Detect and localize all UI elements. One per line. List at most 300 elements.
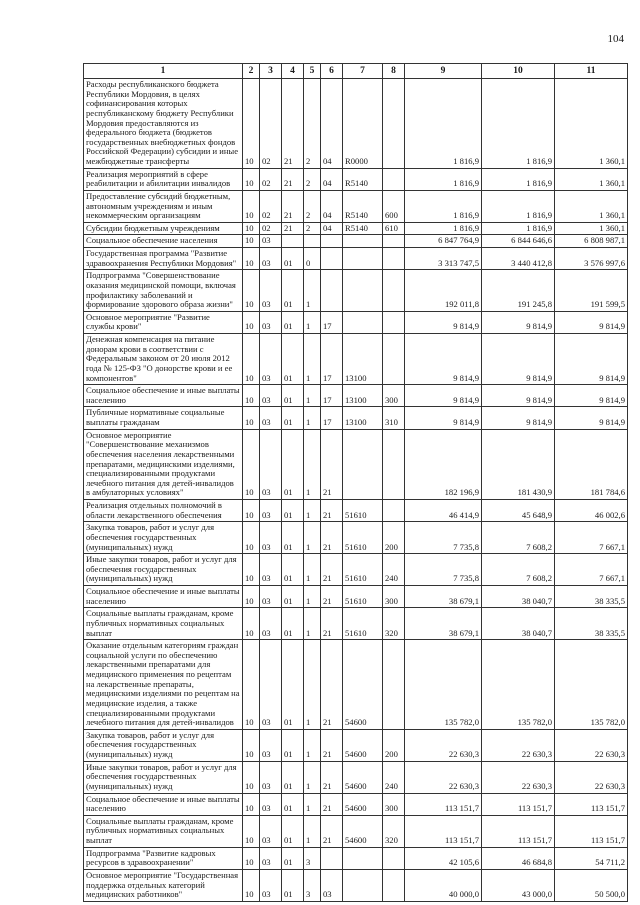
cell-subsection: 03 xyxy=(260,586,282,608)
cell-expense-type xyxy=(383,79,405,169)
cell-subprogram: 1 xyxy=(304,729,321,761)
cell-expense-type: 610 xyxy=(383,222,405,235)
cell-expense-type xyxy=(383,168,405,190)
cell-section: 10 xyxy=(243,608,260,640)
cell-section: 10 xyxy=(243,761,260,793)
cell-program: 01 xyxy=(282,270,304,312)
cell-program: 01 xyxy=(282,640,304,730)
cell-section: 10 xyxy=(243,554,260,586)
cell-amount-year3: 46 002,6 xyxy=(555,500,628,522)
table-row xyxy=(84,334,628,385)
cell-amount-year3: 3 576 997,6 xyxy=(555,248,628,270)
header-col-5: 5 xyxy=(304,64,321,79)
cell-amount-year2: 46 684,8 xyxy=(482,847,555,869)
cell-amount-year2: 9 814,9 xyxy=(482,385,555,407)
cell-amount-year2: 9 814,9 xyxy=(482,407,555,429)
cell-amount-year3: 9 814,9 xyxy=(555,407,628,429)
cell-expense-type xyxy=(383,235,405,248)
cell-amount-year1: 7 735,8 xyxy=(405,522,482,554)
header-col-10: 10 xyxy=(482,64,555,79)
page-number: 104 xyxy=(607,33,624,45)
cell-expense-type: 320 xyxy=(383,815,405,847)
cell-amount-year1: 40 000,0 xyxy=(405,869,482,901)
cell-subsection: 03 xyxy=(260,554,282,586)
row-name: Подпрограмма "Совершенствование оказания медицинской помощи, включая профилактику заболеваний и формирование здорового образа жизни" xyxy=(84,270,243,312)
cell-expense-type xyxy=(383,248,405,270)
cell-main-event: 21 xyxy=(321,815,343,847)
cell-subprogram xyxy=(304,235,321,248)
cell-subprogram: 1 xyxy=(304,586,321,608)
cell-subprogram: 1 xyxy=(304,815,321,847)
cell-amount-year3: 1 360,1 xyxy=(555,190,628,222)
cell-program xyxy=(282,235,304,248)
row-name: Реализация отдельных полномочий в области лекарственного обеспечения xyxy=(84,500,243,522)
cell-amount-year1: 113 151,7 xyxy=(405,815,482,847)
cell-expense-type: 200 xyxy=(383,522,405,554)
cell-main-event: 21 xyxy=(321,554,343,586)
cell-main-event: 21 xyxy=(321,729,343,761)
cell-program: 01 xyxy=(282,385,304,407)
cell-subsection: 02 xyxy=(260,190,282,222)
row-name: Публичные нормативные социальные выплаты гражданам xyxy=(84,407,243,429)
cell-subsection: 02 xyxy=(260,79,282,169)
table-row xyxy=(84,869,628,901)
cell-main-event: 04 xyxy=(321,190,343,222)
cell-direction: R5140 xyxy=(343,168,383,190)
header-col-6: 6 xyxy=(321,64,343,79)
cell-amount-year3: 135 782,0 xyxy=(555,640,628,730)
cell-main-event: 21 xyxy=(321,608,343,640)
cell-subsection: 03 xyxy=(260,429,282,499)
cell-amount-year3: 9 814,9 xyxy=(555,334,628,385)
cell-section: 10 xyxy=(243,869,260,901)
cell-direction xyxy=(343,248,383,270)
cell-amount-year3: 7 667,1 xyxy=(555,522,628,554)
cell-subprogram: 1 xyxy=(304,429,321,499)
cell-subsection: 03 xyxy=(260,235,282,248)
cell-amount-year2: 1 816,9 xyxy=(482,168,555,190)
cell-subsection: 03 xyxy=(260,334,282,385)
cell-main-event: 03 xyxy=(321,869,343,901)
cell-main-event: 04 xyxy=(321,168,343,190)
cell-section: 10 xyxy=(243,729,260,761)
cell-direction: 54600 xyxy=(343,640,383,730)
cell-expense-type xyxy=(383,270,405,312)
cell-subsection: 03 xyxy=(260,640,282,730)
cell-direction: 54600 xyxy=(343,815,383,847)
cell-amount-year2: 9 814,9 xyxy=(482,311,555,333)
cell-amount-year3: 9 814,9 xyxy=(555,385,628,407)
cell-main-event: 17 xyxy=(321,311,343,333)
cell-amount-year3: 113 151,7 xyxy=(555,793,628,815)
cell-program: 01 xyxy=(282,334,304,385)
header-col-9: 9 xyxy=(405,64,482,79)
cell-program: 01 xyxy=(282,429,304,499)
cell-section: 10 xyxy=(243,793,260,815)
cell-subprogram: 0 xyxy=(304,248,321,270)
cell-direction: 13100 xyxy=(343,334,383,385)
cell-section: 10 xyxy=(243,407,260,429)
cell-main-event: 21 xyxy=(321,586,343,608)
row-name: Закупка товаров, работ и услуг для обеспечения государственных (муниципальных) нужд xyxy=(84,729,243,761)
cell-amount-year3: 38 335,5 xyxy=(555,586,628,608)
cell-amount-year3: 9 814,9 xyxy=(555,311,628,333)
table-row xyxy=(84,222,628,235)
table-row xyxy=(84,311,628,333)
cell-subsection: 03 xyxy=(260,761,282,793)
cell-section: 10 xyxy=(243,248,260,270)
row-name: Основное мероприятие "Совершенствование механизмов обеспечения населения лекарственными препаратами, медицинскими изделиями, специализированными продуктами лечебного питания для детей-инвалидов в амбулаторных условиях" xyxy=(84,429,243,499)
cell-amount-year1: 182 196,9 xyxy=(405,429,482,499)
header-col-7: 7 xyxy=(343,64,383,79)
cell-expense-type: 600 xyxy=(383,190,405,222)
table-row xyxy=(84,554,628,586)
cell-subsection: 03 xyxy=(260,270,282,312)
cell-amount-year1: 1 816,9 xyxy=(405,79,482,169)
cell-program: 01 xyxy=(282,586,304,608)
cell-amount-year1: 192 011,8 xyxy=(405,270,482,312)
table-row xyxy=(84,847,628,869)
cell-expense-type xyxy=(383,311,405,333)
cell-main-event: 04 xyxy=(321,79,343,169)
cell-amount-year2: 3 440 412,8 xyxy=(482,248,555,270)
cell-amount-year3: 22 630,3 xyxy=(555,729,628,761)
cell-main-event: 21 xyxy=(321,640,343,730)
cell-expense-type: 200 xyxy=(383,729,405,761)
cell-subsection: 03 xyxy=(260,729,282,761)
cell-amount-year3: 181 784,6 xyxy=(555,429,628,499)
cell-subprogram: 2 xyxy=(304,79,321,169)
cell-direction xyxy=(343,847,383,869)
cell-amount-year3: 1 360,1 xyxy=(555,168,628,190)
cell-subprogram: 1 xyxy=(304,640,321,730)
row-name: Основное мероприятие "Государственная поддержка отдельных категорий медицинских работников" xyxy=(84,869,243,901)
row-name: Социальные выплаты гражданам, кроме публичных нормативных социальных выплат xyxy=(84,608,243,640)
table-row xyxy=(84,608,628,640)
cell-amount-year2: 181 430,9 xyxy=(482,429,555,499)
row-name: Субсидии бюджетным учреждениям xyxy=(84,222,243,235)
cell-main-event: 17 xyxy=(321,407,343,429)
table-row xyxy=(84,761,628,793)
cell-section: 10 xyxy=(243,385,260,407)
cell-expense-type xyxy=(383,869,405,901)
cell-section: 10 xyxy=(243,815,260,847)
cell-amount-year1: 1 816,9 xyxy=(405,222,482,235)
cell-subprogram: 2 xyxy=(304,168,321,190)
cell-amount-year2: 7 608,2 xyxy=(482,522,555,554)
cell-amount-year1: 113 151,7 xyxy=(405,793,482,815)
cell-amount-year2: 45 648,9 xyxy=(482,500,555,522)
cell-subsection: 03 xyxy=(260,248,282,270)
cell-amount-year3: 113 151,7 xyxy=(555,815,628,847)
cell-direction xyxy=(343,235,383,248)
row-name: Денежная компенсация на питание донорам крови в соответствии с Федеральным законом от 20 июля 2012 года № 125-ФЗ "О донорстве крови и ее компонентов" xyxy=(84,334,243,385)
budget-table xyxy=(83,63,628,902)
cell-expense-type xyxy=(383,640,405,730)
cell-direction xyxy=(343,869,383,901)
cell-amount-year1: 38 679,1 xyxy=(405,608,482,640)
table-row xyxy=(84,168,628,190)
cell-amount-year1: 1 816,9 xyxy=(405,190,482,222)
row-name: Основное мероприятие "Развитие службы крови" xyxy=(84,311,243,333)
cell-amount-year2: 1 816,9 xyxy=(482,190,555,222)
cell-expense-type: 300 xyxy=(383,793,405,815)
table-row xyxy=(84,586,628,608)
cell-program: 21 xyxy=(282,79,304,169)
cell-program: 21 xyxy=(282,190,304,222)
cell-section: 10 xyxy=(243,311,260,333)
cell-main-event: 17 xyxy=(321,334,343,385)
cell-section: 10 xyxy=(243,847,260,869)
cell-amount-year3: 38 335,5 xyxy=(555,608,628,640)
cell-amount-year1: 1 816,9 xyxy=(405,168,482,190)
cell-section: 10 xyxy=(243,334,260,385)
cell-amount-year3: 22 630,3 xyxy=(555,761,628,793)
cell-amount-year1: 9 814,9 xyxy=(405,311,482,333)
cell-direction: 51610 xyxy=(343,554,383,586)
cell-section: 10 xyxy=(243,235,260,248)
cell-direction xyxy=(343,429,383,499)
cell-program: 01 xyxy=(282,815,304,847)
header-col-8: 8 xyxy=(383,64,405,79)
cell-section: 10 xyxy=(243,522,260,554)
row-name: Расходы республиканского бюджета Республики Мордовия, в целях софинансирования которых республиканскому бюджету Республики Мордовия предоставляются из федерального бюджета (бюджетов государственных внебюджетных фондов Российской Федерации) субсидии и иные межбюджетные трансферты xyxy=(84,79,243,169)
cell-amount-year2: 22 630,3 xyxy=(482,729,555,761)
row-name: Государственная программа "Развитие здравоохранения Республики Мордовия" xyxy=(84,248,243,270)
cell-subprogram: 1 xyxy=(304,761,321,793)
cell-main-event: 21 xyxy=(321,793,343,815)
cell-program: 01 xyxy=(282,522,304,554)
cell-direction: 54600 xyxy=(343,793,383,815)
cell-amount-year2: 113 151,7 xyxy=(482,793,555,815)
cell-subprogram: 2 xyxy=(304,190,321,222)
cell-main-event: 04 xyxy=(321,222,343,235)
cell-expense-type xyxy=(383,429,405,499)
cell-section: 10 xyxy=(243,429,260,499)
cell-section: 10 xyxy=(243,586,260,608)
cell-expense-type xyxy=(383,500,405,522)
table-row xyxy=(84,815,628,847)
cell-expense-type: 300 xyxy=(383,385,405,407)
cell-subprogram: 1 xyxy=(304,608,321,640)
cell-amount-year2: 1 816,9 xyxy=(482,222,555,235)
cell-main-event xyxy=(321,847,343,869)
cell-amount-year2: 38 040,7 xyxy=(482,586,555,608)
table-row xyxy=(84,79,628,169)
cell-amount-year3: 54 711,2 xyxy=(555,847,628,869)
cell-direction xyxy=(343,311,383,333)
cell-section: 10 xyxy=(243,640,260,730)
cell-section: 10 xyxy=(243,500,260,522)
cell-amount-year3: 1 360,1 xyxy=(555,79,628,169)
cell-direction: 54600 xyxy=(343,761,383,793)
table-row xyxy=(84,793,628,815)
cell-amount-year3: 7 667,1 xyxy=(555,554,628,586)
cell-subprogram: 1 xyxy=(304,500,321,522)
table-row xyxy=(84,385,628,407)
cell-program: 01 xyxy=(282,500,304,522)
cell-direction: R5140 xyxy=(343,190,383,222)
cell-amount-year1: 3 313 747,5 xyxy=(405,248,482,270)
table-row xyxy=(84,729,628,761)
header-col-4: 4 xyxy=(282,64,304,79)
cell-amount-year2: 22 630,3 xyxy=(482,761,555,793)
cell-amount-year1: 135 782,0 xyxy=(405,640,482,730)
table-row xyxy=(84,190,628,222)
cell-subprogram: 3 xyxy=(304,869,321,901)
header-row xyxy=(84,64,628,79)
cell-expense-type xyxy=(383,847,405,869)
cell-program: 01 xyxy=(282,311,304,333)
cell-expense-type xyxy=(383,334,405,385)
cell-subsection: 03 xyxy=(260,847,282,869)
cell-program: 01 xyxy=(282,869,304,901)
cell-main-event xyxy=(321,248,343,270)
cell-direction: 13100 xyxy=(343,385,383,407)
cell-amount-year2: 191 245,8 xyxy=(482,270,555,312)
cell-amount-year2: 135 782,0 xyxy=(482,640,555,730)
cell-subsection: 03 xyxy=(260,407,282,429)
cell-program: 01 xyxy=(282,554,304,586)
cell-subsection: 03 xyxy=(260,500,282,522)
cell-amount-year2: 43 000,0 xyxy=(482,869,555,901)
row-name: Социальное обеспечение населения xyxy=(84,235,243,248)
cell-amount-year1: 6 847 764,9 xyxy=(405,235,482,248)
cell-amount-year1: 9 814,9 xyxy=(405,407,482,429)
row-name: Социальное обеспечение и иные выплаты населению xyxy=(84,793,243,815)
cell-amount-year1: 9 814,9 xyxy=(405,385,482,407)
cell-main-event xyxy=(321,270,343,312)
row-name: Оказание отдельным категориям граждан социальной услуги по обеспечению лекарственными препаратами для медицинского применения по рецептам на лекарственные препараты, медицинскими изделиями по рецептам на медицинские изделия, а также специализированными продуктами лечебного питания для детей-инвалидов xyxy=(84,640,243,730)
cell-amount-year2: 38 040,7 xyxy=(482,608,555,640)
cell-direction: R0000 xyxy=(343,79,383,169)
table-row xyxy=(84,235,628,248)
cell-subsection: 03 xyxy=(260,869,282,901)
cell-direction xyxy=(343,270,383,312)
cell-amount-year2: 6 844 646,6 xyxy=(482,235,555,248)
cell-expense-type: 240 xyxy=(383,761,405,793)
table-row xyxy=(84,429,628,499)
cell-main-event: 21 xyxy=(321,500,343,522)
row-name: Закупка товаров, работ и услуг для обеспечения государственных (муниципальных) нужд xyxy=(84,522,243,554)
row-name: Подпрограмма "Развитие кадровых ресурсов в здравоохранении" xyxy=(84,847,243,869)
cell-subprogram: 1 xyxy=(304,554,321,586)
cell-subsection: 03 xyxy=(260,522,282,554)
cell-direction: 51610 xyxy=(343,586,383,608)
cell-subprogram: 1 xyxy=(304,270,321,312)
cell-subprogram: 3 xyxy=(304,847,321,869)
row-name: Иные закупки товаров, работ и услуг для обеспечения государственных (муниципальных) нужд xyxy=(84,554,243,586)
cell-amount-year3: 6 808 987,1 xyxy=(555,235,628,248)
cell-amount-year3: 1 360,1 xyxy=(555,222,628,235)
cell-amount-year2: 1 816,9 xyxy=(482,79,555,169)
cell-subprogram: 1 xyxy=(304,334,321,385)
cell-subsection: 02 xyxy=(260,168,282,190)
cell-program: 01 xyxy=(282,407,304,429)
header-col-1: 1 xyxy=(84,64,243,79)
row-name: Предоставление субсидий бюджетным, автономным учреждениям и иным некоммерческим организациям xyxy=(84,190,243,222)
cell-amount-year1: 7 735,8 xyxy=(405,554,482,586)
cell-subprogram: 1 xyxy=(304,522,321,554)
table-row xyxy=(84,270,628,312)
cell-program: 01 xyxy=(282,608,304,640)
cell-subsection: 02 xyxy=(260,222,282,235)
cell-amount-year1: 38 679,1 xyxy=(405,586,482,608)
cell-expense-type: 310 xyxy=(383,407,405,429)
row-name: Социальное обеспечение и иные выплаты населению xyxy=(84,586,243,608)
row-name: Реализация мероприятий в сфере реабилитации и абилитации инвалидов xyxy=(84,168,243,190)
cell-amount-year2: 9 814,9 xyxy=(482,334,555,385)
cell-program: 21 xyxy=(282,168,304,190)
cell-program: 01 xyxy=(282,793,304,815)
cell-section: 10 xyxy=(243,79,260,169)
cell-expense-type: 320 xyxy=(383,608,405,640)
cell-section: 10 xyxy=(243,270,260,312)
table-row xyxy=(84,640,628,730)
table-row xyxy=(84,500,628,522)
cell-direction: 54600 xyxy=(343,729,383,761)
table-row xyxy=(84,522,628,554)
row-name: Иные закупки товаров, работ и услуг для обеспечения государственных (муниципальных) нужд xyxy=(84,761,243,793)
cell-section: 10 xyxy=(243,190,260,222)
cell-subprogram: 1 xyxy=(304,311,321,333)
cell-amount-year3: 50 500,0 xyxy=(555,869,628,901)
cell-amount-year1: 22 630,3 xyxy=(405,729,482,761)
cell-main-event: 21 xyxy=(321,429,343,499)
table-row xyxy=(84,407,628,429)
cell-direction: R5140 xyxy=(343,222,383,235)
cell-program: 01 xyxy=(282,761,304,793)
cell-amount-year1: 9 814,9 xyxy=(405,334,482,385)
cell-direction: 51610 xyxy=(343,500,383,522)
cell-expense-type: 240 xyxy=(383,554,405,586)
cell-main-event xyxy=(321,235,343,248)
cell-subprogram: 1 xyxy=(304,793,321,815)
cell-main-event: 21 xyxy=(321,522,343,554)
cell-amount-year1: 22 630,3 xyxy=(405,761,482,793)
cell-subsection: 03 xyxy=(260,311,282,333)
row-name: Социальное обеспечение и иные выплаты населению xyxy=(84,385,243,407)
cell-subprogram: 1 xyxy=(304,385,321,407)
cell-amount-year3: 191 599,5 xyxy=(555,270,628,312)
header-col-3: 3 xyxy=(260,64,282,79)
cell-subprogram: 2 xyxy=(304,222,321,235)
cell-amount-year2: 113 151,7 xyxy=(482,815,555,847)
cell-direction: 13100 xyxy=(343,407,383,429)
cell-subprogram: 1 xyxy=(304,407,321,429)
cell-direction: 51610 xyxy=(343,608,383,640)
cell-main-event: 21 xyxy=(321,761,343,793)
cell-main-event: 17 xyxy=(321,385,343,407)
row-name: Социальные выплаты гражданам, кроме публичных нормативных социальных выплат xyxy=(84,815,243,847)
cell-program: 01 xyxy=(282,729,304,761)
cell-program: 21 xyxy=(282,222,304,235)
cell-program: 01 xyxy=(282,248,304,270)
cell-amount-year1: 42 105,6 xyxy=(405,847,482,869)
cell-program: 01 xyxy=(282,847,304,869)
cell-section: 10 xyxy=(243,168,260,190)
table-row xyxy=(84,248,628,270)
cell-subsection: 03 xyxy=(260,608,282,640)
cell-direction: 51610 xyxy=(343,522,383,554)
header-col-2: 2 xyxy=(243,64,260,79)
cell-amount-year2: 7 608,2 xyxy=(482,554,555,586)
cell-section: 10 xyxy=(243,222,260,235)
cell-expense-type: 300 xyxy=(383,586,405,608)
cell-subsection: 03 xyxy=(260,815,282,847)
header-col-11: 11 xyxy=(555,64,628,79)
cell-subsection: 03 xyxy=(260,793,282,815)
